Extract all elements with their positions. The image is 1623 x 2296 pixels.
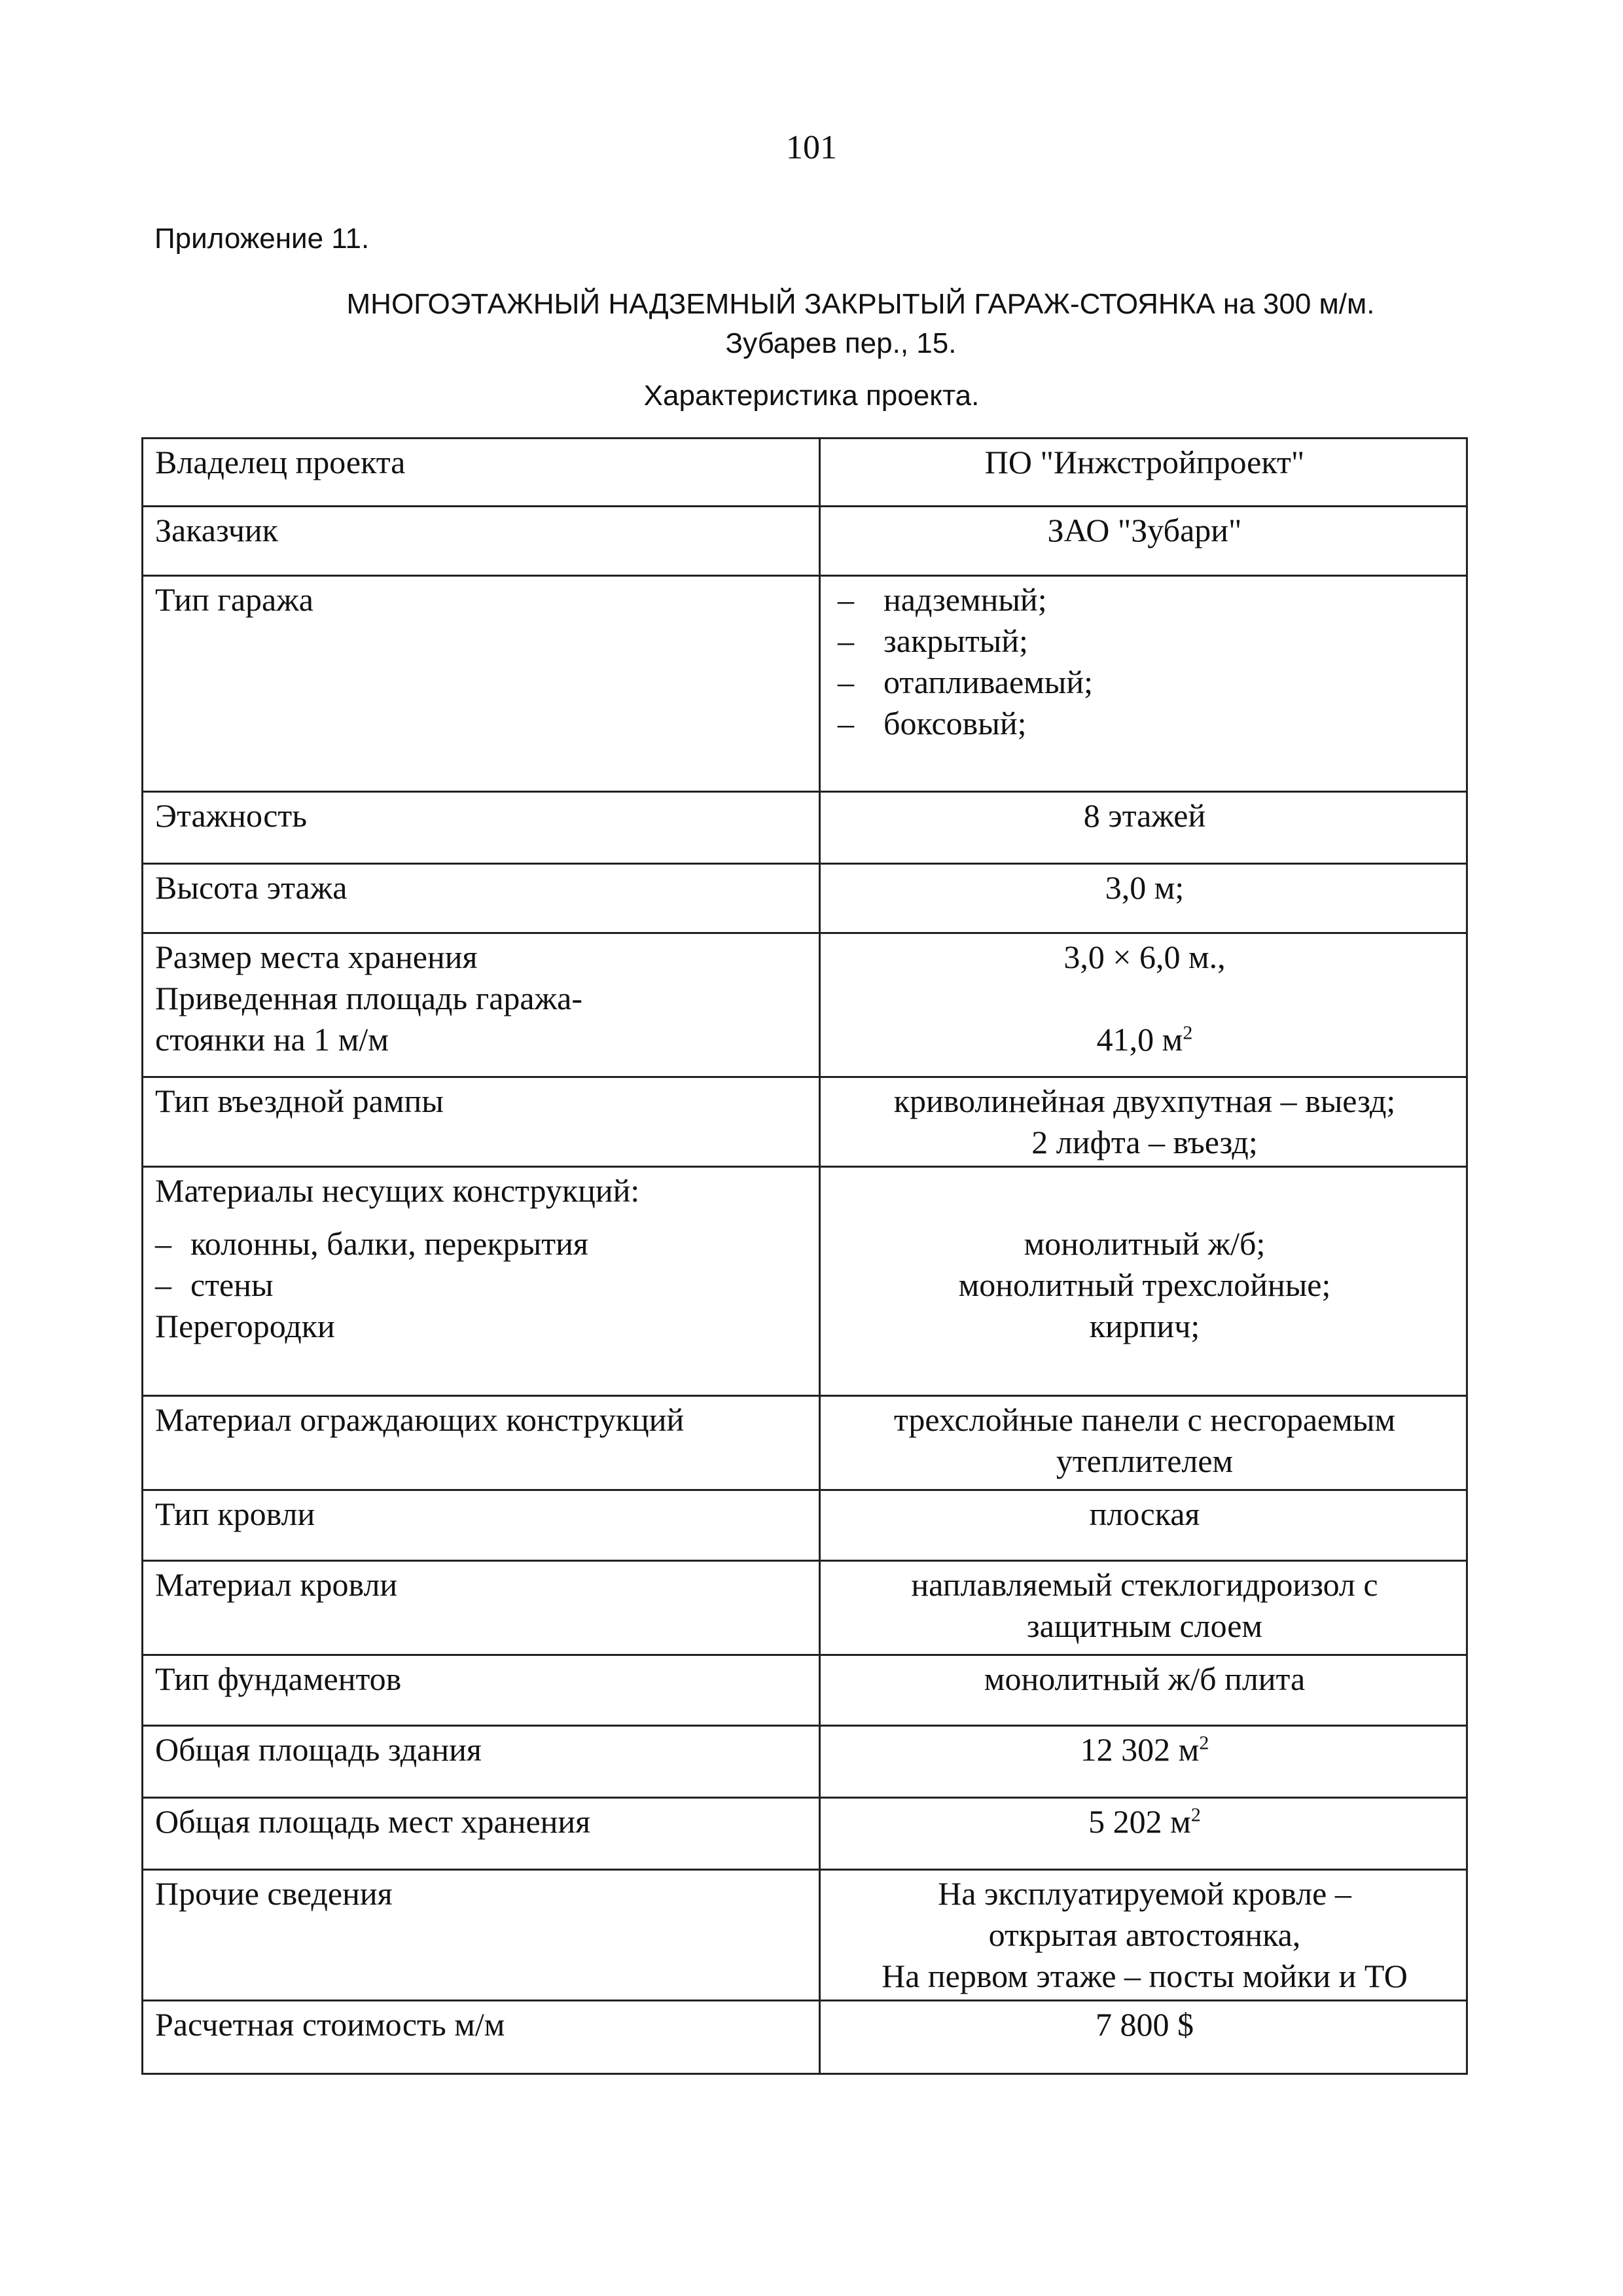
list-item: – надземный; [838, 579, 1457, 620]
table-row-materials [143, 1167, 1467, 1396]
row-label: Расчетная стоимость м/м [143, 2001, 820, 2074]
row-label [143, 1167, 820, 1396]
label-line: Размер места хранения [155, 939, 478, 975]
value-line: криволинейная двухпутная – выезд; [893, 1083, 1396, 1119]
table-row-total-area [143, 1726, 1467, 1798]
table-row-storage [143, 933, 1467, 1077]
value-line: наплавляемый стеклогидроизол с [911, 1566, 1378, 1603]
document-title [0, 285, 1623, 363]
row-value [820, 1726, 1467, 1798]
row-value [820, 1077, 1467, 1167]
table-row-roof-type [143, 1490, 1467, 1561]
table-row-ramp [143, 1077, 1467, 1167]
title-line-1: МНОГОЭТАЖНЫЙ НАДЗЕМНЫЙ ЗАКРЫТЫЙ ГАРАЖ-СТОЯНКА на 300 м/м. [346, 288, 1375, 320]
superscript: 2 [1199, 1732, 1209, 1754]
row-label: Тип въездной рампы [143, 1077, 820, 1167]
row-value [820, 1561, 1467, 1655]
row-label: Тип фундаментов [143, 1655, 820, 1726]
list-item: – закрытый; [838, 620, 1457, 662]
row-value [820, 1798, 1467, 1870]
row-value: ПО "Инжстройпроект" [820, 439, 1467, 507]
value-line: 2 лифта – въезд; [1031, 1124, 1258, 1160]
label-line: Материалы несущих конструкций: [155, 1172, 640, 1209]
table-row-floor-height [143, 864, 1467, 933]
row-label: Высота этажа [143, 864, 820, 933]
row-value [820, 1870, 1467, 2001]
table-row-enclosing [143, 1396, 1467, 1490]
value-line: На первом этаже – посты мойки и ТО [882, 1958, 1408, 1994]
table-row-cost [143, 2001, 1467, 2074]
project-characteristics-table [141, 437, 1468, 2075]
value-text: 41,0 м [1096, 1021, 1183, 1058]
value-spacer [832, 978, 1457, 1019]
value-line [832, 1019, 1457, 1060]
table-row-customer [143, 507, 1467, 576]
row-value [820, 1396, 1467, 1490]
list-item: – колонны, балки, перекрытия [155, 1223, 810, 1265]
row-value: ЗАО "Зубари" [820, 507, 1467, 576]
list-item: – стены [155, 1265, 810, 1306]
list-item: – отапливаемый; [838, 662, 1457, 703]
table-row-owner [143, 439, 1467, 507]
value-text: 12 302 м [1080, 1731, 1200, 1768]
value-line: кирпич; [1089, 1308, 1200, 1344]
row-label: Материал ограждающих конструкций [143, 1396, 820, 1490]
value-line: монолитный ж/б; [1024, 1225, 1266, 1262]
row-label: Владелец проекта [143, 439, 820, 507]
row-value [820, 933, 1467, 1077]
value-line: 3,0 × 6,0 м., [1063, 939, 1226, 975]
row-value: 8 этажей [820, 792, 1467, 864]
table-caption: Характеристика проекта. [643, 380, 980, 412]
list-item: Перегородки [155, 1308, 335, 1344]
table-row-floors [143, 792, 1467, 864]
table-row-other [143, 1870, 1467, 2001]
row-value: 7 800 $ [820, 2001, 1467, 2074]
page-number: 101 [786, 129, 837, 166]
table-row-garage-type [143, 576, 1467, 792]
value-line: защитным слоем [1026, 1607, 1263, 1644]
table-row-storage-area [143, 1798, 1467, 1870]
value-line: На эксплуатируемой кровле – [938, 1875, 1351, 1912]
materials-list [155, 1223, 810, 1347]
superscript: 2 [1183, 1022, 1193, 1044]
row-value: 3,0 м; [820, 864, 1467, 933]
row-label [143, 933, 820, 1077]
title-line-2: Зубарев пер., 15. [725, 327, 957, 359]
row-label: Этажность [143, 792, 820, 864]
appendix-label: Приложение 11. [154, 223, 370, 255]
table-row-foundation [143, 1655, 1467, 1726]
row-value: монолитный ж/б плита [820, 1655, 1467, 1726]
value-line: открытая автостоянка, [988, 1916, 1301, 1953]
list-item: – боксовый; [838, 703, 1457, 744]
row-label: Заказчик [143, 507, 820, 576]
value-line: утеплителем [1056, 1443, 1234, 1479]
row-value: плоская [820, 1490, 1467, 1561]
row-label: Общая площадь мест хранения [143, 1798, 820, 1870]
row-value [820, 1167, 1467, 1396]
row-label: Прочие сведения [143, 1870, 820, 2001]
value-line: трехслойные панели с несгораемым [893, 1401, 1396, 1438]
superscript: 2 [1190, 1804, 1201, 1826]
label-line: стоянки на 1 м/м [155, 1021, 389, 1058]
row-value-list [820, 576, 1467, 792]
row-label: Тип гаража [143, 576, 820, 792]
table-row-roof-material [143, 1561, 1467, 1655]
garage-type-list [832, 579, 1457, 744]
value-spacer [832, 1170, 1457, 1223]
row-label: Материал кровли [143, 1561, 820, 1655]
row-label: Общая площадь здания [143, 1726, 820, 1798]
row-label: Тип кровли [143, 1490, 820, 1561]
value-line: монолитный трехслойные; [958, 1266, 1331, 1303]
label-line: Приведенная площадь гаража- [155, 980, 582, 1016]
value-text: 5 202 м [1088, 1803, 1191, 1840]
